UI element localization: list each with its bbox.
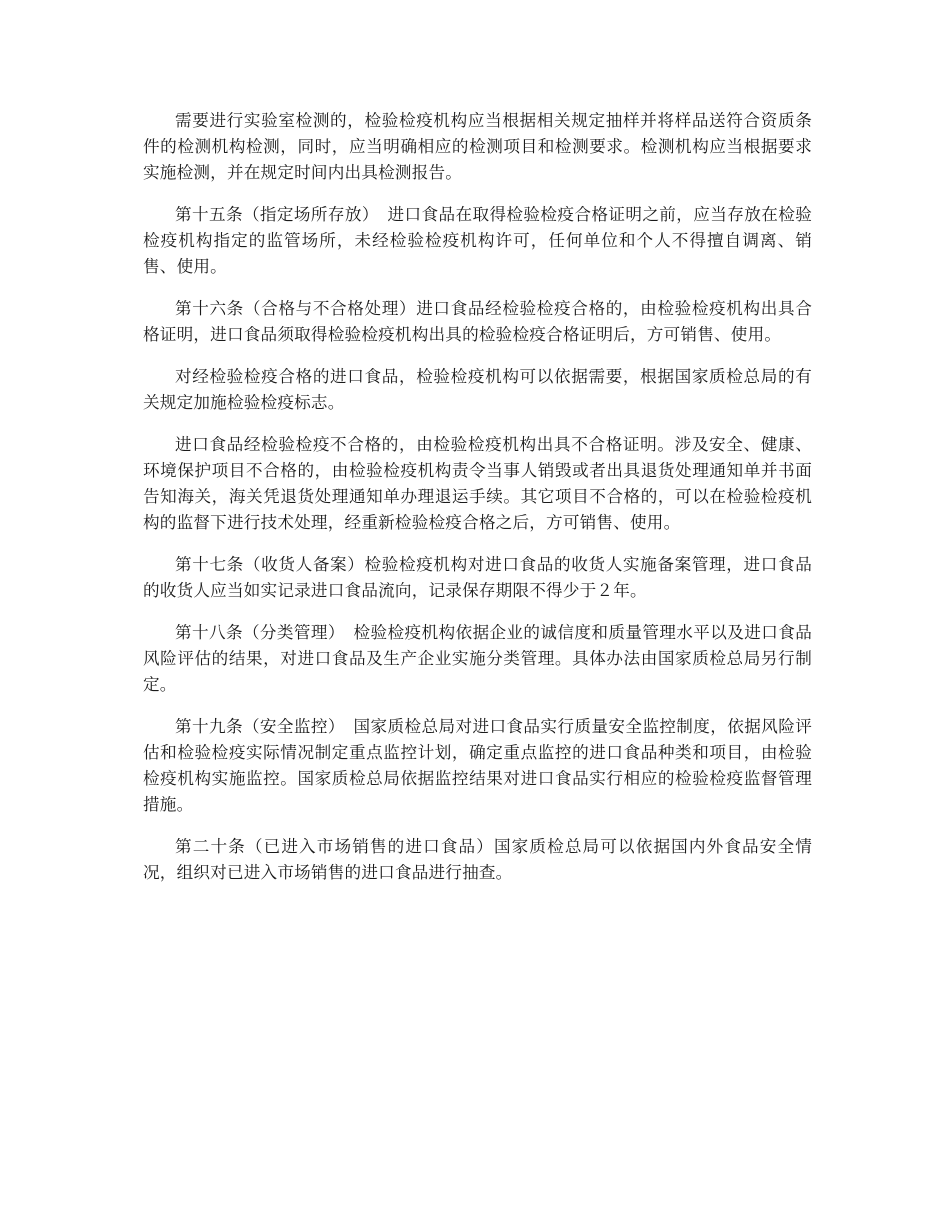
paragraph-article-18: 第十八条（分类管理） 检验检疫机构依据企业的诚信度和质量管理水平以及进口食品风险评估的结果，对进口食品及生产企业实施分类管理。具体办法由国家质检总局另行制定。: [143, 623, 812, 694]
paragraph-nonconforming: 进口食品经检验检疫不合格的，由检验检疫机构出具不合格证明。涉及安全、健康、环境保护项目不合格的，由检验检疫机构责令当事人销毁或者出具退货处理通知单并书面告知海关，海关凭退货处理通知单办理退运手续。其它项目不合格的，可以在检验检疫机构的监督下进行技术处理，经重新检验检疫合格之后，方可销售、使用。: [143, 435, 812, 532]
paragraph-lab-testing: 需要进行实验室检测的，检验检疫机构应当根据相关规定抽样并将样品送符合资质条件的检测机构检测，同时，应当明确相应的检测项目和检测要求。检测机构应当根据要求实施检测，并在规定时间内出具检测报告。: [143, 111, 812, 182]
paragraph-article-19: 第十九条（安全监控） 国家质检总局对进口食品实行质量安全监控制度，依据风险评估和检验检疫实际情况制定重点监控计划，确定重点监控的进口食品种类和项目，由检验检疫机构实施监控。国家质检总局依据监控结果对进口食品实行相应的检验检疫监督管理措施。: [143, 717, 812, 814]
paragraph-article-20: 第二十条（已进入市场销售的进口食品）国家质检总局可以依据国内外食品安全情况，组织对已进入市场销售的进口食品进行抽查。: [143, 837, 812, 882]
paragraph-article-16: 第十六条（合格与不合格处理）进口食品经检验检疫合格的，由检验检疫机构出具合格证明，进口食品须取得检验检疫机构出具的检验检疫合格证明后，方可销售、使用。: [143, 299, 812, 344]
paragraph-article-17: 第十七条（收货人备案）检验检疫机构对进口食品的收货人实施备案管理，进口食品的收货人应当如实记录进口食品流向，记录保存期限不得少于２年。: [143, 555, 812, 600]
document-body: [143, 108, 812, 902]
paragraph-article-15: 第十五条（指定场所存放） 进口食品在取得检验检疫合格证明之前，应当存放在检验检疫机构指定的监管场所，未经检验检疫机构许可，任何单位和个人不得擅自调离、销售、使用。: [143, 205, 812, 276]
paragraph-inspection-mark: 对经检验检疫合格的进口食品，检验检疫机构可以依据需要，根据国家质检总局的有关规定加施检验检疫标志。: [143, 367, 812, 412]
